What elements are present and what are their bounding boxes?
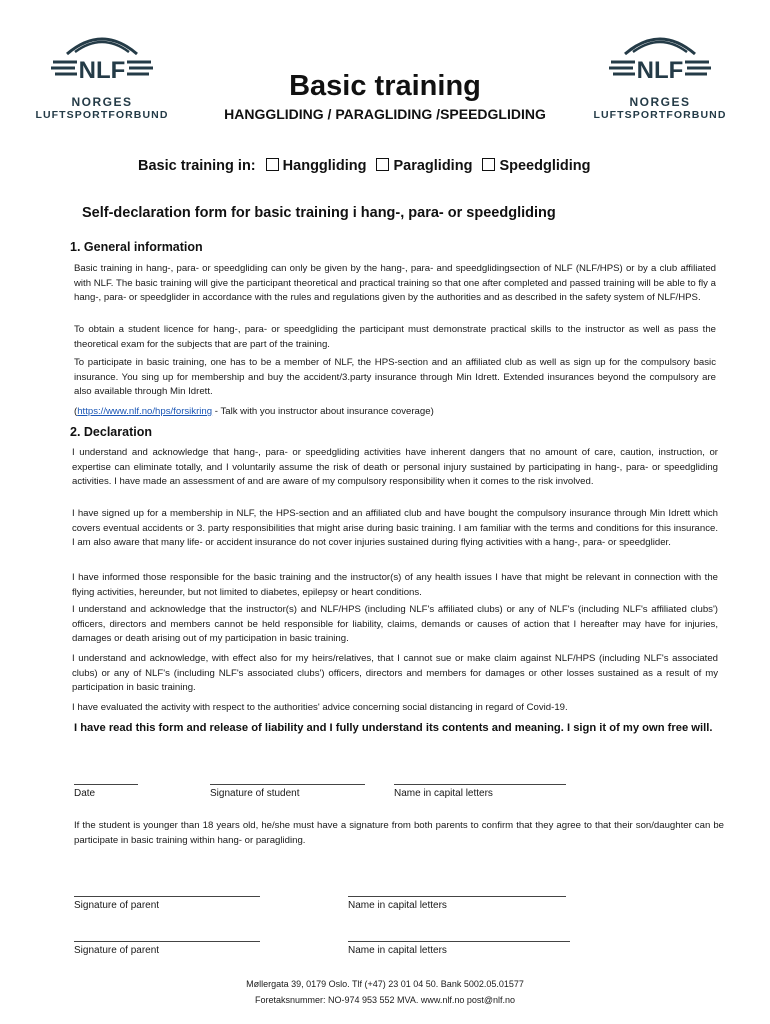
section-heading-declaration: 2. Declaration: [70, 425, 152, 439]
hanggliding-label: Hanggliding: [282, 158, 367, 174]
page-subtitle: HANGGLIDING / PARAGLIDING /SPEEDGLIDING: [224, 106, 546, 122]
declaration-paragraph: I have evaluated the activity with respect to the authorities' advice concerning social distancing in regard of Covid-19.: [72, 702, 568, 713]
footer-address: Møllergata 39, 0179 Oslo. Tlf (+47) 23 01 04 50. Bank 5002.05.01577: [246, 979, 524, 989]
declaration-paragraph: I understand and acknowledge, with effect also for my heirs/relatives, that I cannot sue or make claim against NLF/HPS (including NLF's associated clubs) or any of NLF's (including NLF's associated clubs') officers, directors and members for damages or other losses sustained as a result of my participation in basic training.: [72, 653, 718, 694]
speedgliding-checkbox[interactable]: [482, 158, 495, 171]
minor-note: If the student is younger than 18 years old, he/she must have a signature from both parents to confirm that they agree to that their son/daughter can be participate in basic training within hang- or paragliding.: [74, 820, 724, 846]
general-paragraph: Basic training in hang-, para- or speedgliding can only be given by the hang-, para- and speedglidingsection of NLF (NLF/HPS) or by a club affiliated with NLF. The basic training will give the participant theoretical and practical training so that one after completed and passed training will be able to fly a hang-, para- or speedglider in accordance with the rules and regulations given by the authorities and as described in the safety system of NLF/HPS.: [74, 263, 716, 304]
svg-text:NLF: NLF: [78, 57, 126, 84]
logo-text-norges: NORGES: [71, 95, 133, 109]
paragliding-label: Paragliding: [393, 158, 473, 174]
logo-text-luftsportforbund: LUFTSPORTFORBUND: [593, 109, 727, 121]
page-title: Basic training: [289, 70, 481, 102]
logo-text-norges: NORGES: [629, 95, 691, 109]
student-signature-label: Signature of student: [210, 788, 300, 799]
parent2-name-label: Name in capital letters: [348, 945, 447, 956]
link-paren: (: [74, 406, 78, 417]
logo-text-luftsportforbund: LUFTSPORTFORBUND: [35, 109, 169, 121]
date-label: Date: [74, 788, 96, 799]
training-options: [138, 158, 591, 174]
insurance-link-line: [74, 405, 716, 420]
parent2-signature-line[interactable]: [74, 941, 260, 942]
student-name-label: Name in capital letters: [394, 788, 493, 799]
declaration-statement: I have read this form and release of liability and I fully understand its contents and meaning. I sign it of my own free will.: [74, 722, 713, 734]
declaration-paragraph: I understand and acknowledge that the instructor(s) and NLF/HPS (including NLF's affiliated clubs) or any of NLF's (including NLF's affiliated clubs') officers, directors and members cannot be held responsible for liability, claims, demands or causes of action that I hereafter may have for injuries, damages or death arising out of my participation in basic training.: [72, 604, 718, 645]
hanggliding-checkbox[interactable]: [266, 158, 279, 171]
link-note: - Talk with you instructor about insurance coverage): [212, 406, 434, 417]
parent2-name-line[interactable]: [348, 941, 570, 942]
parent2-signature-label: Signature of parent: [74, 945, 160, 956]
date-line[interactable]: [74, 784, 138, 785]
form-title: Self-declaration form for basic training i hang-, para- or speedgliding: [82, 205, 556, 221]
paragliding-checkbox[interactable]: [376, 158, 389, 171]
declaration-paragraph: I understand and acknowledge that hang-, para- or speedgliding activities have inherent dangers that no amount of care, caution, instruction, or expertise can eliminate totally, and I voluntarily assume the risk of death or personal injury sustained by participating in hang-, para- or speedgliding activities. I have made an assessment of and are aware of my compulsory responsibility when it comes to the risk involved.: [72, 447, 718, 488]
general-paragraph: To obtain a student licence for hang-, para- or speedgliding the participant must demonstrate practical skills to the instructor as well as pass the theoretical exam for the subjects that are part of the training.: [74, 324, 716, 350]
parent1-name-label: Name in capital letters: [348, 900, 447, 911]
training-options-label: Basic training in:: [138, 158, 256, 174]
general-paragraph: To participate in basic training, one has to be a member of NLF, the HPS-section and an affiliated club as well as sign up for the compulsory basic insurance. You sing up for membership and buy the accident/3.party insurance through Min Idrett. Extended insurances beyond the compulsory are also available through Min Idrett.: [74, 357, 716, 398]
parent1-signature-label: Signature of parent: [74, 900, 160, 911]
declaration-paragraph: I have informed those responsible for the basic training and the instructor(s) of any health issues I have that might be relevant in connection with the flying activities, hereunder, but not limited to diabetes, epilepsy or heart conditions.: [72, 572, 718, 598]
footer-company: Foretaksnummer: NO-974 953 552 MVA. www.nlf.no post@nlf.no: [254, 995, 516, 1005]
insurance-link[interactable]: https://www.nlf.no/hps/forsikring: [77, 406, 213, 417]
speedgliding-label: Speedgliding: [499, 158, 591, 174]
student-signature-line[interactable]: [210, 784, 365, 785]
student-name-line[interactable]: [394, 784, 566, 785]
section-heading-general: 1. General information: [70, 240, 203, 254]
svg-text:NLF: NLF: [636, 57, 684, 84]
parent1-name-line[interactable]: [348, 896, 566, 897]
parent1-signature-line[interactable]: [74, 896, 260, 897]
declaration-paragraph: I have signed up for a membership in NLF, the HPS-section and an affiliated club and have bought the compulsory insurance through Min Idrett which covers eventual accidents or 3. party responsibilities that might arise during basic training. I am familiar with the terms and conditions for this insurance. I am also aware that many life- or accident insurance do not cover injuries sustained during flying activities with a hang-, para- or speedglider.: [72, 508, 718, 549]
